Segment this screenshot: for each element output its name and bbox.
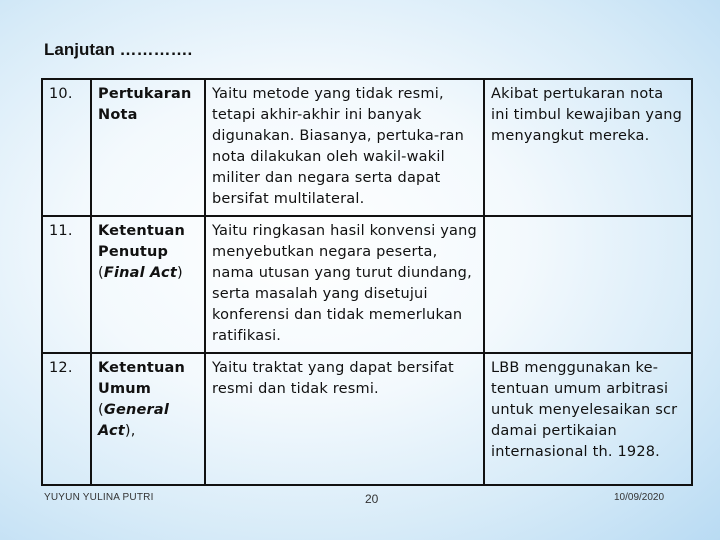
term-paren-close: ), [124, 423, 136, 439]
term-paren-open: ( [98, 402, 104, 418]
term-paren-close: ) [176, 265, 183, 281]
term-cell [91, 353, 205, 485]
term-cell [91, 79, 205, 216]
term-name: Pertukaran Nota [98, 86, 192, 123]
term-cell [91, 216, 205, 353]
term-latin-name: Final Act [103, 265, 177, 281]
term-name: Ketentuan Umum [98, 360, 186, 397]
effect-cell: LBB menggunakan ke-tentuan umum arbitrasi untuk menyelesaikan scr damai pertikaian internasional th. 1928. [484, 353, 692, 485]
footer-author: YUYUN YULINA PUTRI [44, 492, 154, 503]
definition-cell: Yaitu traktat yang dapat bersifat resmi dan tidak resmi. [205, 353, 484, 485]
table-row [42, 353, 692, 485]
row-number: 12. [42, 353, 91, 485]
term-paren-open: ( [98, 265, 104, 281]
treaty-terms-table [41, 78, 693, 486]
table-row [42, 216, 692, 353]
term-name: Ketentuan Penutup [98, 223, 186, 260]
row-number: 10. [42, 79, 91, 216]
footer-date: 10/09/2020 [614, 492, 665, 503]
definition-cell: Yaitu metode yang tidak resmi, tetapi akhir-akhir ini banyak digunakan. Biasanya, pertuka-ran nota dilakukan oleh wakil-wakil militer dan negara serta dapat bersifat multilateral. [205, 79, 484, 216]
effect-cell: Akibat pertukaran nota ini timbul kewajiban yang menyangkut mereka. [484, 79, 692, 216]
footer-page-number: 20 [365, 492, 379, 506]
page-heading: Lanjutan …………. [44, 40, 193, 59]
definition-cell: Yaitu ringkasan hasil konvensi yang menyebutkan negara peserta, nama utusan yang turut diundang, serta masalah yang disetujui konferensi dan tidak memerlukan ratifikasi. [205, 216, 484, 353]
term-latin-name: General Act [98, 402, 170, 439]
effect-cell [484, 216, 692, 353]
row-number: 11. [42, 216, 91, 353]
table-row [42, 79, 692, 216]
